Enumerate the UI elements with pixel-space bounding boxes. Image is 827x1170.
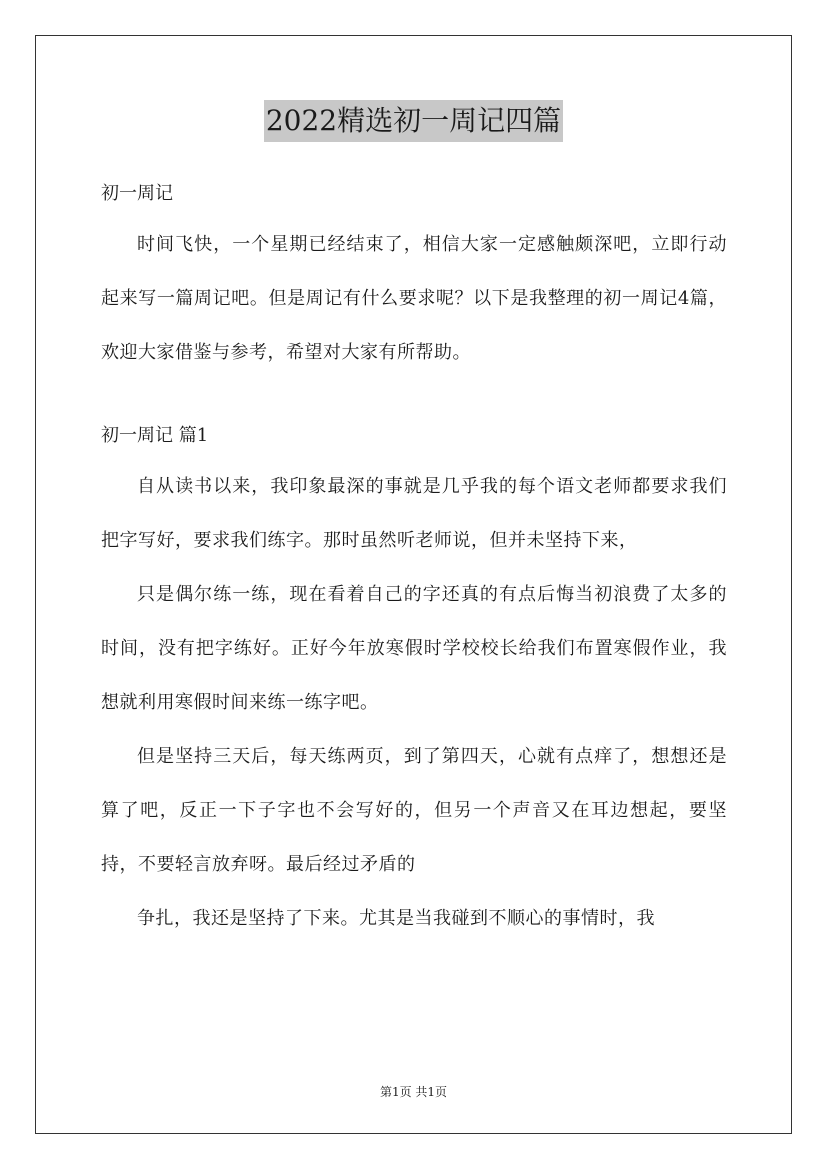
document-body (101, 170, 727, 946)
page-footer (0, 1083, 827, 1101)
section-spacer (101, 380, 727, 412)
intro-paragraph: 时间飞快，一个星期已经结束了，相信大家一定感触颇深吧，立即行动起来写一篇周记吧。但是周记有什么要求呢？以下是我整理的初一周记4篇，欢迎大家借鉴与参考，希望对大家有所帮助。 (101, 234, 727, 363)
section1-paragraph-2: 只是偶尔练一练，现在看着自己的字还真的有点后悔当初浪费了太多的时间，没有把字练好。正好今年放寒假时学校校长给我们布置寒假作业，我想就利用寒假时间来练一练字吧。 (101, 584, 727, 713)
section1-paragraph-4: 争扎，我还是坚持了下来。尤其是当我碰到不顺心的事情时，我 (137, 908, 655, 929)
intro-heading: 初一周记 (101, 183, 173, 204)
title-container (0, 100, 827, 142)
section1-paragraph-3: 但是坚持三天后，每天练两页，到了第四天，心就有点痒了，想想还是算了吧，反正一下子字也不会写好的，但另一个声音又在耳边想起，要坚持，不要轻言放弃呀。最后经过矛盾的 (101, 746, 727, 875)
page-number: 第1页 共1页 (379, 1085, 448, 1099)
section1-heading: 初一周记 篇1 (101, 425, 209, 446)
section1-paragraph-1: 自从读书以来，我印象最深的事就是几乎我的每个语文老师都要求我们把字写好，要求我们练字。那时虽然听老师说，但并未坚持下来， (101, 476, 727, 551)
document-title: 2022精选初一周记四篇 (264, 100, 563, 142)
